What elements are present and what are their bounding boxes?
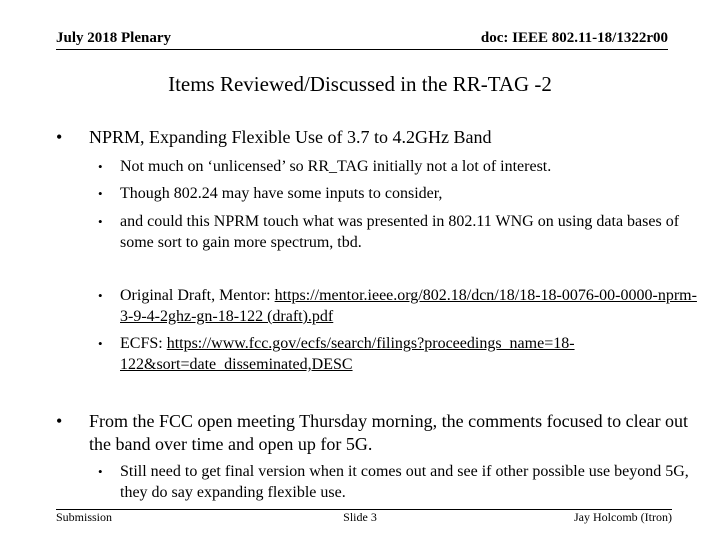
sub-bullet-dot: •: [98, 186, 103, 201]
bullet-nprm: [56, 126, 696, 149]
sub-bullet-text: and could this NPRM touch what was presented in 802.11 WNG on using data bases of some sort to gain more spectrum, tbd.: [120, 213, 680, 251]
ecfs-link[interactable]: https://www.fcc.gov/ecfs/search/filings?proceedings_name=18-122&sort=date_disseminated,DESC: [120, 335, 575, 373]
sub-bullet-dot: •: [98, 464, 103, 479]
bullet-fcc-meeting: [56, 410, 696, 456]
footer-author: Jay Holcomb (Itron): [574, 510, 672, 524]
sub-bullet-ecfs: [98, 333, 698, 375]
bullet-dot: •: [56, 411, 63, 431]
bullet-text: From the FCC open meeting Thursday morning, the comments focused to clear out the band over time and open up for 5G.: [89, 411, 689, 454]
header-left: July 2018 Plenary: [56, 30, 171, 46]
footer-slide-number: Slide 3: [343, 510, 377, 524]
sub-bullet-dot: •: [98, 214, 103, 229]
sub-bullet-dot: •: [98, 288, 103, 303]
sub-bullet-802-24: [98, 183, 698, 204]
header-divider: [56, 49, 668, 50]
sub-bullet-text: Though 802.24 may have some inputs to consider,: [120, 185, 443, 202]
ecfs-label: ECFS:: [120, 335, 167, 352]
sub-bullet-mentor-draft: [98, 285, 698, 327]
sub-bullet-dot: •: [98, 336, 103, 351]
sub-bullet-text: Not much on ‘unlicensed’ so RR_TAG initially not a lot of interest.: [120, 158, 552, 175]
bullet-text: NPRM, Expanding Flexible Use of 3.7 to 4.2GHz Band: [89, 127, 492, 147]
mentor-draft-link[interactable]: https://mentor.ieee.org/802.18/dcn/18/18-18-0076-00-0000-nprm-3-9-4-2ghz-gn-18-122 (draft).pdf: [120, 287, 697, 325]
sub-bullet-final-version: [98, 461, 698, 503]
footer-left: Submission: [56, 510, 113, 524]
sub-bullet-dot: •: [98, 159, 103, 174]
mentor-label: Original Draft, Mentor:: [120, 287, 275, 304]
sub-bullet-text: Still need to get final version when it comes out and see if other possible use beyond 5G, they do say expanding flexible use.: [120, 463, 689, 501]
sub-bullet-wng: [98, 211, 698, 253]
sub-bullet-unlicensed: [98, 156, 698, 177]
slide-title: Items Reviewed/Discussed in the RR-TAG -2: [168, 72, 552, 96]
header-right: doc: IEEE 802.11-18/1322r00: [480, 30, 668, 46]
bullet-dot: •: [56, 127, 63, 147]
